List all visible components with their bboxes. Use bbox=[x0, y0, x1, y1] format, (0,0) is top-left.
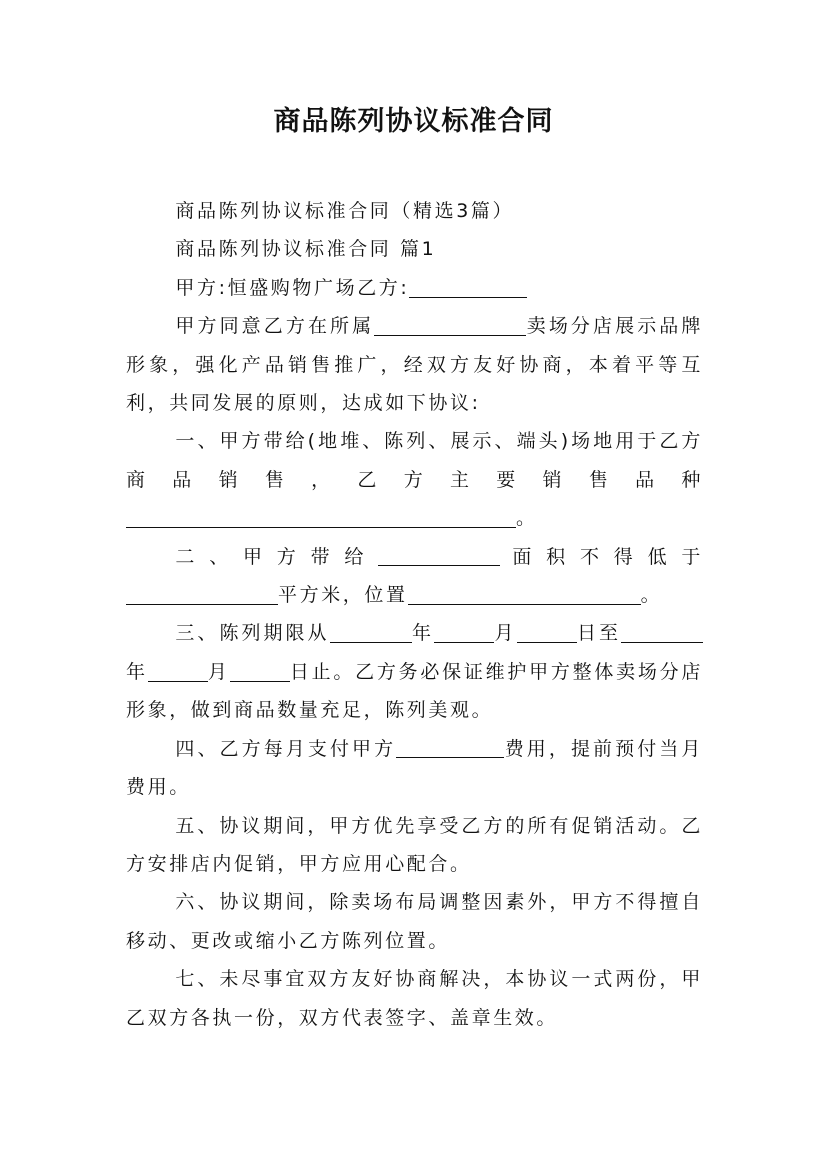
fee-blank bbox=[396, 738, 504, 759]
clause-1-continued bbox=[126, 499, 703, 537]
document-body bbox=[126, 192, 703, 1037]
intro-text-rest: 牌形象，强化产品销售推广，经双方友好协商，本着平等互利，共同发展的原则，达成如下协议: bbox=[126, 315, 703, 415]
clause-2-part-2: 面积不得低于 bbox=[500, 545, 703, 568]
clause-3-day-1: 日至 bbox=[576, 622, 622, 645]
party-line bbox=[126, 269, 703, 307]
min-area-blank bbox=[126, 584, 278, 605]
clause-3-year-1: 年 bbox=[411, 622, 435, 645]
clause-2-part-3: 平方米，位置 bbox=[278, 584, 408, 607]
start-year-blank bbox=[330, 622, 412, 643]
clause-2-end: 。 bbox=[640, 584, 663, 607]
clause-4 bbox=[126, 730, 703, 807]
section-heading: 商品陈列协议标准合同 篇1 bbox=[175, 238, 437, 261]
clause-3-rest: 日止。乙方务必保证维护甲方整体卖场分店形象，做到商品数量充足，陈列美观。 bbox=[126, 660, 704, 722]
end-year-blank bbox=[621, 622, 703, 643]
intro-text-mid: 卖场分店展示品 bbox=[526, 315, 682, 338]
clause-4-part-2: 费用，提前预付当月费用。 bbox=[126, 737, 703, 799]
clause-2-part-1: 二、甲方带给 bbox=[175, 545, 379, 568]
product-variety-blank bbox=[126, 507, 516, 528]
clause-1-end: 。 bbox=[516, 507, 538, 530]
start-month-blank bbox=[434, 622, 494, 643]
clause-2 bbox=[126, 538, 703, 615]
store-blank bbox=[374, 315, 526, 336]
document-title: 商品陈列协议标准合同 bbox=[273, 106, 554, 137]
party-line-text: 甲方:恒盛购物广场乙方: bbox=[175, 276, 410, 299]
clause-1-line-1: 一、甲方带给(地堆、陈列、展示、端头)场地用于乙方 bbox=[175, 430, 703, 453]
clause-3-year-2: 年 bbox=[126, 660, 148, 683]
clause-1-line-2: 商品销售，乙方主要销售品种 bbox=[126, 468, 703, 491]
end-month-blank bbox=[148, 661, 208, 682]
end-day-blank bbox=[230, 661, 290, 682]
location-blank bbox=[408, 584, 641, 605]
start-day-blank bbox=[517, 622, 577, 643]
clause-7: 七、未尽事宜双方友好协商解决，本协议一式两份，甲乙双方各执一份，双方代表签字、盖章生效。 bbox=[126, 968, 703, 1029]
subtitle-line: 商品陈列协议标准合同（精选3篇） bbox=[175, 200, 515, 222]
clause-3 bbox=[126, 614, 703, 729]
clause-4-part-1: 四、乙方每月支付甲方 bbox=[175, 737, 397, 760]
clause-3-month-2: 月 bbox=[207, 660, 230, 683]
intro-text-start: 甲方同意乙方在所属 bbox=[175, 315, 375, 338]
party-b-blank bbox=[409, 277, 527, 298]
clause-3-month-1: 月 bbox=[494, 622, 517, 645]
clause-1 bbox=[126, 422, 703, 499]
area-blank bbox=[378, 546, 500, 567]
clause-5: 五、协议期间，甲方优先享受乙方的所有促销活动。乙方安排店内促销，甲方应用心配合。 bbox=[126, 814, 703, 875]
clause-3-part-1: 三、陈列期限从 bbox=[175, 622, 330, 645]
paragraph-intro bbox=[126, 307, 703, 422]
clause-6: 六、协议期间，除卖场布局调整因素外，甲方不得擅自移动、更改或缩小乙方陈列位置。 bbox=[126, 891, 703, 952]
